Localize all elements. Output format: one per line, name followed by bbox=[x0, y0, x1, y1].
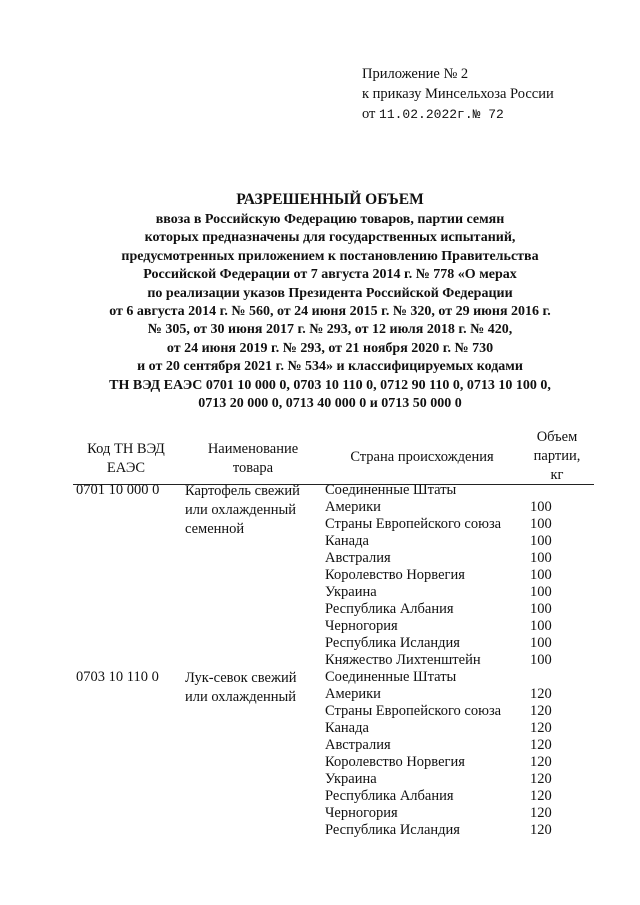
table-row bbox=[0, 669, 640, 839]
title-line: которых предназначены для государственных испытаний, bbox=[144, 230, 516, 246]
table-row bbox=[0, 482, 640, 669]
title-heading: РАЗРЕШЕННЫЙ ОБЪЕМ bbox=[236, 191, 424, 208]
title-line: предусмотренных приложением к постановлению Правительства bbox=[121, 248, 539, 264]
appendix-number: Приложение № 2 bbox=[362, 66, 469, 82]
cell-country: Канада bbox=[325, 720, 369, 736]
cell-country: Республика Албания bbox=[325, 788, 454, 804]
cell-volume: 120 bbox=[530, 788, 552, 804]
cell-volume bbox=[530, 669, 570, 686]
list-item bbox=[325, 754, 595, 771]
header-volume-line2: партии, bbox=[533, 448, 581, 464]
list-item bbox=[325, 686, 595, 703]
cell-volume: 100 bbox=[530, 601, 552, 617]
appendix-order-reference: к приказу Минсельхоза России bbox=[362, 86, 554, 102]
header-code-line1: Код ТН ВЭД bbox=[87, 441, 165, 457]
country-list bbox=[325, 482, 595, 669]
appendix-date-prefix: от bbox=[362, 106, 380, 122]
cell-volume: 100 bbox=[530, 618, 552, 634]
cell-volume: 100 bbox=[530, 567, 552, 583]
title-line: № 305, от 30 июня 2017 г. № 293, от 12 июля 2018 г. № 420, bbox=[147, 322, 513, 338]
title-line: от 24 июня 2019 г. № 293, от 21 ноября 2020 г. № 730 bbox=[166, 340, 494, 356]
list-item bbox=[325, 533, 595, 550]
table-body bbox=[0, 482, 640, 839]
cell-country: Украина bbox=[325, 771, 377, 787]
cell-country: Республика Албания bbox=[325, 601, 454, 617]
cell-country: Королевство Норвегия bbox=[325, 754, 465, 770]
cell-country: Соединенные Штаты bbox=[325, 482, 457, 498]
header-name-line1: Наименование bbox=[207, 441, 299, 457]
appendix-date-value: 11.02.2022г.№ 72 bbox=[379, 107, 504, 122]
header-name-line2: товара bbox=[232, 460, 274, 476]
cell-country: Страны Европейского союза bbox=[325, 516, 502, 532]
list-item bbox=[325, 482, 595, 499]
cell-volume: 120 bbox=[530, 754, 552, 770]
title-line: 0713 20 000 0, 0713 40 000 0 и 0713 50 000 0 bbox=[198, 396, 462, 412]
cell-volume: 120 bbox=[530, 686, 552, 702]
cell-country: Америки bbox=[325, 499, 381, 515]
appendix-order-date bbox=[362, 104, 554, 125]
title-line: по реализации указов Президента Российской Федерации bbox=[147, 285, 513, 301]
cell-country: Черногория bbox=[325, 805, 398, 821]
cell-product-name: Картофель свежий или охлажденный семенной bbox=[185, 483, 300, 537]
cell-country: Австралия bbox=[325, 550, 391, 566]
header-volume-line3: кг bbox=[550, 467, 564, 483]
list-item bbox=[325, 584, 595, 601]
list-item bbox=[325, 618, 595, 635]
cell-volume: 100 bbox=[530, 550, 552, 566]
title-line: и от 20 сентября 2021 г. № 534» и классифицируемых кодами bbox=[137, 359, 523, 375]
header-country: Страна происхождения bbox=[350, 449, 494, 465]
list-item bbox=[325, 771, 595, 788]
title-line: ТН ВЭД ЕАЭС 0701 10 000 0, 0703 10 110 0, 0712 90 110 0, 0713 10 100 0, bbox=[109, 377, 551, 393]
header-name bbox=[188, 440, 318, 478]
list-item bbox=[325, 788, 595, 805]
cell-country: Княжество Лихтенштейн bbox=[325, 652, 481, 668]
list-item bbox=[325, 652, 595, 669]
cell-country: Украина bbox=[325, 584, 377, 600]
cell-country: Королевство Норвегия bbox=[325, 567, 465, 583]
cell-country: Австралия bbox=[325, 737, 391, 753]
cell-code: 0701 10 000 0 bbox=[76, 482, 160, 498]
list-item bbox=[325, 635, 595, 652]
cell-volume: 120 bbox=[530, 703, 552, 719]
cell-volume: 100 bbox=[530, 499, 552, 515]
country-list bbox=[325, 669, 595, 839]
cell-volume: 100 bbox=[530, 652, 552, 668]
title-subtitle bbox=[70, 211, 590, 413]
cell-volume: 100 bbox=[530, 584, 552, 600]
cell-volume: 120 bbox=[530, 720, 552, 736]
header-volume bbox=[520, 428, 594, 485]
document-title bbox=[70, 189, 590, 413]
cell-country: Республика Исландия bbox=[325, 635, 460, 651]
cell-country: Республика Исландия bbox=[325, 822, 460, 838]
header-code bbox=[76, 440, 176, 478]
cell-volume: 100 bbox=[530, 516, 552, 532]
table-header bbox=[0, 428, 640, 486]
list-item bbox=[325, 550, 595, 567]
list-item bbox=[325, 822, 595, 839]
list-item bbox=[325, 703, 595, 720]
cell-country: Страны Европейского союза bbox=[325, 703, 502, 719]
cell-country: Соединенные Штаты bbox=[325, 669, 457, 685]
cell-volume: 120 bbox=[530, 737, 552, 753]
title-line: от 6 августа 2014 г. № 560, от 24 июня 2015 г. № 320, от 29 июня 2016 г. bbox=[109, 304, 551, 320]
cell-volume: 120 bbox=[530, 822, 552, 838]
list-item bbox=[325, 737, 595, 754]
list-item bbox=[325, 805, 595, 822]
title-line: ввоза в Российскую Федерацию товаров, партии семян bbox=[155, 212, 505, 227]
list-item bbox=[325, 601, 595, 618]
list-item bbox=[325, 669, 595, 686]
cell-volume: 100 bbox=[530, 533, 552, 549]
list-item bbox=[325, 567, 595, 584]
cell-country: Канада bbox=[325, 533, 369, 549]
list-item bbox=[325, 720, 595, 737]
cell-volume bbox=[530, 482, 570, 499]
cell-volume: 120 bbox=[530, 805, 552, 821]
header-volume-line1: Объем bbox=[536, 429, 578, 445]
appendix-header bbox=[362, 64, 554, 125]
list-item bbox=[325, 516, 595, 533]
header-code-line2: ЕАЭС bbox=[106, 460, 146, 476]
cell-product-name: Лук-севок свежий или охлажденный bbox=[185, 670, 297, 705]
cell-code: 0703 10 110 0 bbox=[76, 669, 159, 685]
cell-country: Америки bbox=[325, 686, 381, 702]
cell-volume: 100 bbox=[530, 635, 552, 651]
title-line: Российской Федерации от 7 августа 2014 г. № 778 «О мерах bbox=[143, 267, 517, 283]
cell-volume: 120 bbox=[530, 771, 552, 787]
list-item bbox=[325, 499, 595, 516]
cell-country: Черногория bbox=[325, 618, 398, 634]
